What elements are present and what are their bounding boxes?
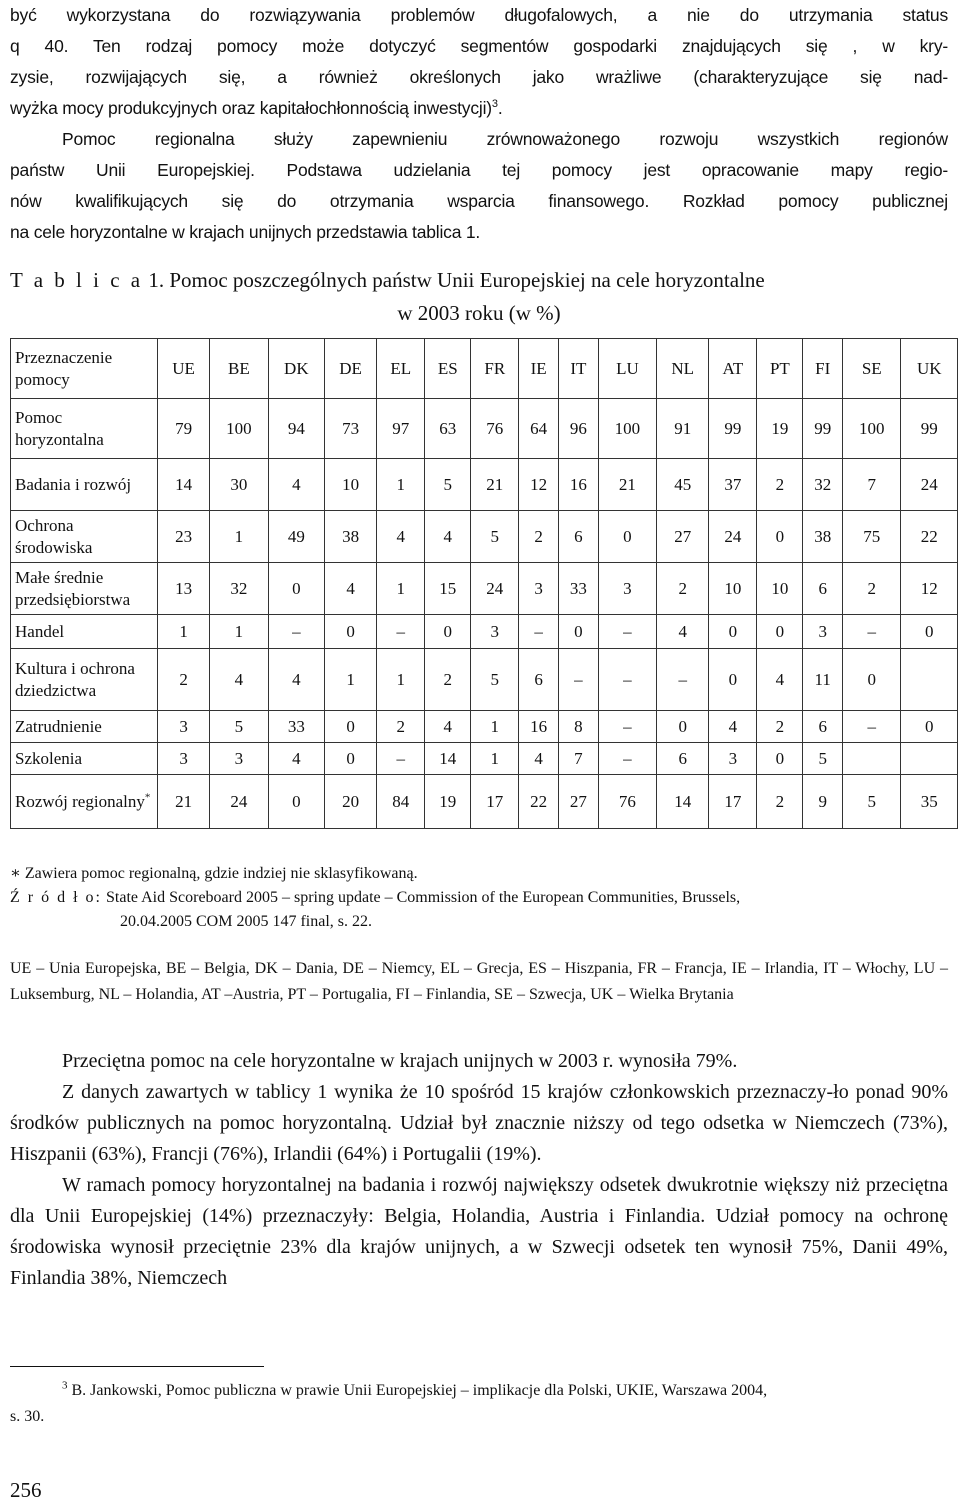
body-paragraph-3: W ramach pomocy horyzontalnej na badania i rozwój największy odsetek dwukrotnie większy niż przeciętna dla Unii Europejskiej (14%) przeznaczyły: Belgia, Holandia, Austria i Finlandia. Udział pomocy na ochronę środowiska wynosił przeciętnie 23% dla krajów unijnych, a w Szwecji odsetek ten wynosił 75%, Danii 49%, Finlandia 38%, Niemczech xyxy=(10,1174,948,1289)
table-cell: 4 xyxy=(377,511,425,563)
table-cell: 0 xyxy=(757,511,803,563)
row-label xyxy=(11,743,158,775)
table-row xyxy=(11,511,958,563)
table-cell: 14 xyxy=(657,775,709,829)
table-cell: 30 xyxy=(210,459,268,511)
source-note-2: 20.04.2005 COM 2005 147 final, s. 22. xyxy=(120,913,372,930)
table-cell: 24 xyxy=(709,511,757,563)
table-cell: NL xyxy=(657,339,709,399)
table-cell: 4 xyxy=(425,511,471,563)
table-cell: IT xyxy=(559,339,599,399)
table-cell: 13 xyxy=(158,563,210,615)
table-cell: FR xyxy=(471,339,519,399)
row-label xyxy=(11,563,158,615)
table-cell: 63 xyxy=(425,399,471,459)
table-cell: 14 xyxy=(158,459,210,511)
table-cell: SE xyxy=(843,339,901,399)
table-cell: 12 xyxy=(901,563,958,615)
intro-line-4-text: wyżka mocy produkcyjnych oraz kapitałochłonnością inwestycji) xyxy=(10,98,492,118)
table-cell: 4 xyxy=(268,649,324,711)
table-cell: 3 xyxy=(158,711,210,743)
table-cell: 32 xyxy=(210,563,268,615)
table-cell: 0 xyxy=(757,743,803,775)
table-row xyxy=(11,563,958,615)
table-cell: 24 xyxy=(471,563,519,615)
table-cell: 2 xyxy=(757,775,803,829)
table-cell: 27 xyxy=(657,511,709,563)
table-cell: – xyxy=(843,615,901,649)
table-cell: – xyxy=(268,615,324,649)
table-row xyxy=(11,649,958,711)
table-cell: 6 xyxy=(519,649,559,711)
table-cell: 0 xyxy=(559,615,599,649)
table-cell: 100 xyxy=(210,399,268,459)
table-cell: 0 xyxy=(268,775,324,829)
table-cell: 0 xyxy=(325,743,377,775)
row-label-text: Kultura i ochrona dziedzictwa xyxy=(15,658,135,700)
table-cell: 84 xyxy=(377,775,425,829)
intro-line-8: na cele horyzontalne w krajach unijnych przedstawia tablica 1. xyxy=(10,222,481,242)
table-cell: 0 xyxy=(598,511,656,563)
table-row xyxy=(11,775,958,829)
table-cell: 7 xyxy=(559,743,599,775)
table-cell: 2 xyxy=(757,459,803,511)
table-cell: 9 xyxy=(803,775,843,829)
table-cell: 5 xyxy=(471,511,519,563)
table-cell: 0 xyxy=(325,615,377,649)
table-cell: 5 xyxy=(425,459,471,511)
table-cell: AT xyxy=(709,339,757,399)
table-cell: 100 xyxy=(598,399,656,459)
table-cell: 15 xyxy=(425,563,471,615)
table-cell: 2 xyxy=(657,563,709,615)
row-label xyxy=(11,399,158,459)
table-cell: IE xyxy=(519,339,559,399)
table-cell: 33 xyxy=(559,563,599,615)
row-label xyxy=(11,775,158,829)
table-cell: FI xyxy=(803,339,843,399)
table-cell: 21 xyxy=(471,459,519,511)
table-cell: 10 xyxy=(325,459,377,511)
table-cell: 3 xyxy=(803,615,843,649)
table-cell: 76 xyxy=(598,775,656,829)
table-cell: 0 xyxy=(709,615,757,649)
row-label xyxy=(11,649,158,711)
body-paragraph-2: Z danych zawartych w tablicy 1 wynika że 10 spośród 15 krajów członkowskich przeznaczy-ło ponad 90% środków publicznych na pomoc horyzontalną. Udział był znacznie niższy od tego odsetka w Niemczech (73%), Hiszpanii (63%), Francji (76%), Irlandii (64%) i Portugalii (19%). xyxy=(10,1081,948,1165)
table-cell: 12 xyxy=(519,459,559,511)
table-cell: PT xyxy=(757,339,803,399)
footnote-text-2: s. 30. xyxy=(10,1408,45,1425)
table-cell: 3 xyxy=(519,563,559,615)
row-label xyxy=(11,615,158,649)
table-cell: 1 xyxy=(471,743,519,775)
table-cell: 24 xyxy=(901,459,958,511)
table-cell: 20 xyxy=(325,775,377,829)
intro-paragraph xyxy=(10,0,948,248)
table-cell: 3 xyxy=(210,743,268,775)
table-cell: 4 xyxy=(325,563,377,615)
table-cell: – xyxy=(598,615,656,649)
table-cell: 6 xyxy=(559,511,599,563)
table-cell: UK xyxy=(901,339,958,399)
table-cell: 76 xyxy=(471,399,519,459)
source-label: Ź r ó d ł o: xyxy=(10,889,102,906)
table-cell: 4 xyxy=(268,459,324,511)
intro-line-2: q 40. Ten rodzaj pomocy może dotyczyć segmentów gospodarki znajdujących się , w kry- xyxy=(10,36,948,56)
intro-line-7: nów kwalifikujących się do otrzymania wsparcia finansowego. Rozkład pomocy publicznej xyxy=(10,191,948,211)
table-cell: – xyxy=(598,711,656,743)
table-cell: 4 xyxy=(268,743,324,775)
table-cell xyxy=(901,649,958,711)
table-cell: 6 xyxy=(657,743,709,775)
footnote-divider xyxy=(10,1366,264,1367)
table-cell: 99 xyxy=(901,399,958,459)
table-cell: 35 xyxy=(901,775,958,829)
table-cell: 4 xyxy=(657,615,709,649)
table-cell: 17 xyxy=(709,775,757,829)
table-cell: 23 xyxy=(158,511,210,563)
table-cell: – xyxy=(519,615,559,649)
table-row xyxy=(11,743,958,775)
table-cell: 37 xyxy=(709,459,757,511)
footnote xyxy=(10,1378,948,1430)
table-cell: – xyxy=(559,649,599,711)
table-cell: 10 xyxy=(757,563,803,615)
table-cell: 0 xyxy=(709,649,757,711)
footnote-number: 3 xyxy=(62,1379,68,1392)
table-cell: 5 xyxy=(803,743,843,775)
table-cell: 1 xyxy=(325,649,377,711)
intro-line-6: państw Unii Europejskiej. Podstawa udzielania tej pomocy jest opracowanie mapy regio- xyxy=(10,160,948,180)
table-title-line-1 xyxy=(10,264,948,297)
table-cell xyxy=(901,743,958,775)
table-cell: 4 xyxy=(757,649,803,711)
intro-line-5: Pomoc regionalna służy zapewnieniu zrównoważonego rozwoju wszystkich regionów xyxy=(62,129,948,149)
source-note xyxy=(10,886,948,910)
table-cell: 0 xyxy=(901,615,958,649)
table-cell: UE xyxy=(158,339,210,399)
table-cell: 0 xyxy=(757,615,803,649)
aid-table xyxy=(10,338,958,829)
table-cell xyxy=(843,743,901,775)
footnote-ref[interactable]: 3 xyxy=(491,98,498,111)
table-row xyxy=(11,339,958,399)
table-cell: 11 xyxy=(803,649,843,711)
table-cell: 0 xyxy=(901,711,958,743)
table-cell: – xyxy=(843,711,901,743)
table-cell: DK xyxy=(268,339,324,399)
table-cell: 38 xyxy=(325,511,377,563)
body-paragraph-1: Przeciętna pomoc na cele horyzontalne w krajach unijnych w 2003 r. wynosiła 79%. xyxy=(62,1050,738,1072)
table-cell: 4 xyxy=(425,711,471,743)
table-cell: ES xyxy=(425,339,471,399)
table-cell: 4 xyxy=(210,649,268,711)
row-label-text: Małe średnie przedsiębiorstwa xyxy=(15,567,131,609)
body-text xyxy=(10,1046,948,1294)
row-label-text: Ochrona środowiska xyxy=(15,515,93,557)
table-cell: 96 xyxy=(559,399,599,459)
table-cell: 1 xyxy=(377,459,425,511)
table-cell: 19 xyxy=(757,399,803,459)
table-row xyxy=(11,459,958,511)
intro-line-4 xyxy=(10,93,948,124)
table-cell: 2 xyxy=(843,563,901,615)
table-cell: 32 xyxy=(803,459,843,511)
table-cell: 0 xyxy=(268,563,324,615)
table-cell: 1 xyxy=(471,711,519,743)
table-cell: 6 xyxy=(803,711,843,743)
intro-line-3: zysie, rozwijających się, a również określonych jako wrażliwe (charakteryzujące się nad- xyxy=(10,67,948,87)
row-label-text: Handel xyxy=(15,621,65,641)
table-cell: – xyxy=(377,743,425,775)
row-label xyxy=(11,459,158,511)
table-cell: 1 xyxy=(377,649,425,711)
table-cell: 10 xyxy=(709,563,757,615)
table-cell: 45 xyxy=(657,459,709,511)
star-note: ∗ Zawiera pomoc regionalną, gdzie indziej nie sklasyfikowaną. xyxy=(10,865,418,882)
table-cell: 24 xyxy=(210,775,268,829)
row-label-text: Badania i rozwój xyxy=(15,474,132,494)
table-cell: EL xyxy=(377,339,425,399)
table-cell: 2 xyxy=(757,711,803,743)
row-label-text: Pomoc horyzontalna xyxy=(15,407,104,449)
table-cell: 1 xyxy=(210,615,268,649)
table-cell: 0 xyxy=(657,711,709,743)
row-label-sup: * xyxy=(144,790,151,803)
table-cell: 5 xyxy=(471,649,519,711)
footnote-text: B. Jankowski, Pomoc publiczna w prawie Unii Europejskiej – implikacje dla Polski, UKIE, Warszawa 2004, xyxy=(67,1382,768,1399)
table-row xyxy=(11,711,958,743)
table-cell: 6 xyxy=(803,563,843,615)
table-cell: 14 xyxy=(425,743,471,775)
table-cell: 8 xyxy=(559,711,599,743)
table-cell: BE xyxy=(210,339,268,399)
table-cell: 49 xyxy=(268,511,324,563)
page-number: 256 xyxy=(10,1478,42,1502)
table-cell: – xyxy=(377,615,425,649)
table-cell: 91 xyxy=(657,399,709,459)
table-cell: 22 xyxy=(519,775,559,829)
table-title-line-2: w 2003 roku (w %) xyxy=(397,301,561,325)
table-cell: 0 xyxy=(325,711,377,743)
table-cell: 4 xyxy=(519,743,559,775)
table-cell: 22 xyxy=(901,511,958,563)
table-cell: 1 xyxy=(377,563,425,615)
table-cell: 99 xyxy=(709,399,757,459)
table-cell: 21 xyxy=(598,459,656,511)
intro-line-1: być wykorzystana do rozwiązywania problemów długofalowych, a nie do utrzymania status xyxy=(10,5,948,25)
table-cell: 3 xyxy=(158,743,210,775)
abbreviations-note: UE – Unia Europejska, BE – Belgia, DK – Dania, DE – Niemcy, EL – Grecja, ES – Hiszpania, FR – Francja, IE – Irlandia, IT – Włochy, LU – Luksemburg, NL – Holandia, AT –Austria, PT – Portugalia, FI – Finlandia, SE – Szwecja, UK – Wielka Brytania xyxy=(10,960,948,1003)
table-cell: 0 xyxy=(843,649,901,711)
table-cell: 73 xyxy=(325,399,377,459)
table-cell: 33 xyxy=(268,711,324,743)
table-cell: 0 xyxy=(425,615,471,649)
table-cell: 2 xyxy=(425,649,471,711)
table-cell: 3 xyxy=(598,563,656,615)
table-title xyxy=(10,264,948,330)
table-cell: 5 xyxy=(843,775,901,829)
table-cell: 94 xyxy=(268,399,324,459)
table-cell: – xyxy=(598,649,656,711)
table-cell: 17 xyxy=(471,775,519,829)
table-cell: 38 xyxy=(803,511,843,563)
table-cell: 2 xyxy=(377,711,425,743)
table-cell: 64 xyxy=(519,399,559,459)
row-label xyxy=(11,511,158,563)
row-label xyxy=(11,711,158,743)
table-label: T a b l i c a xyxy=(10,268,144,292)
table-cell: 3 xyxy=(709,743,757,775)
table-cell: 16 xyxy=(559,459,599,511)
table-cell: 75 xyxy=(843,511,901,563)
footnote-line xyxy=(10,1378,948,1404)
row-label-text: Zatrudnienie xyxy=(15,716,102,736)
table-cell: 21 xyxy=(158,775,210,829)
table-cell: 1 xyxy=(158,615,210,649)
table-row xyxy=(11,399,958,459)
table-cell: 4 xyxy=(709,711,757,743)
row-label xyxy=(11,339,158,399)
table-cell: 97 xyxy=(377,399,425,459)
table-cell: 99 xyxy=(803,399,843,459)
table-cell: LU xyxy=(598,339,656,399)
row-label-text: Szkolenia xyxy=(15,748,83,768)
source-text: State Aid Scoreboard 2005 – spring update – Commission of the European Communities, Brussels, xyxy=(102,889,741,906)
table-cell: 16 xyxy=(519,711,559,743)
table-cell: 3 xyxy=(471,615,519,649)
table-cell: DE xyxy=(325,339,377,399)
table-cell: 27 xyxy=(559,775,599,829)
table-cell: 100 xyxy=(843,399,901,459)
table-cell: 19 xyxy=(425,775,471,829)
table-cell: – xyxy=(657,649,709,711)
table-cell: – xyxy=(598,743,656,775)
intro-line-4-end: . xyxy=(497,98,503,118)
table-cell: 79 xyxy=(158,399,210,459)
table-cell: 7 xyxy=(843,459,901,511)
table-caption: 1. Pomoc poszczególnych państw Unii Europejskiej na cele horyzontalne xyxy=(143,268,765,292)
row-label-text: Rozwój regionalny xyxy=(15,791,145,811)
table-cell: 2 xyxy=(158,649,210,711)
table-cell: 2 xyxy=(519,511,559,563)
table-row xyxy=(11,615,958,649)
row-label-text: Przeznaczenie pomocy xyxy=(15,347,113,389)
table-cell: 5 xyxy=(210,711,268,743)
table-cell: 1 xyxy=(210,511,268,563)
table-notes xyxy=(10,862,948,934)
